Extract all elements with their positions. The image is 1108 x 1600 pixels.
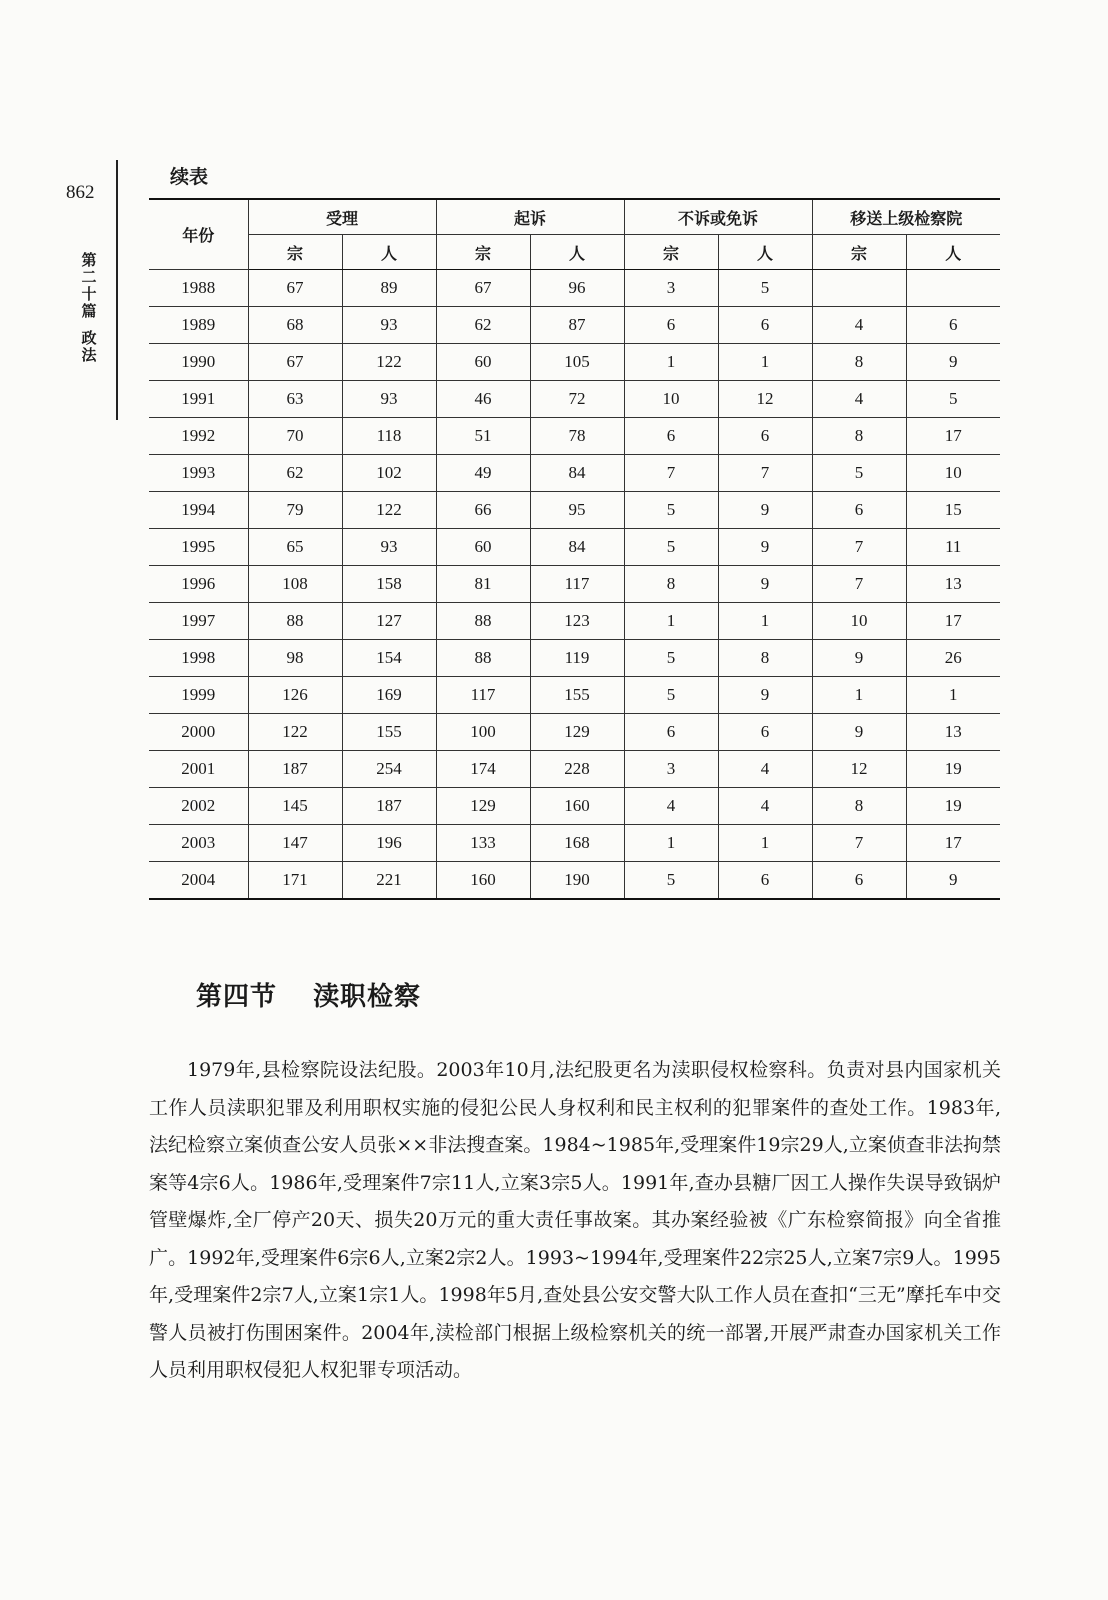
value-cell: 9 <box>812 640 906 677</box>
sub-header: 宗 <box>248 235 342 270</box>
value-cell: 174 <box>436 751 530 788</box>
value-cell: 6 <box>624 418 718 455</box>
value-cell: 155 <box>342 714 436 751</box>
value-cell: 1 <box>906 677 1000 714</box>
value-cell: 62 <box>436 307 530 344</box>
sub-header: 人 <box>530 235 624 270</box>
sub-header: 人 <box>342 235 436 270</box>
value-cell: 17 <box>906 418 1000 455</box>
value-cell: 9 <box>906 862 1000 900</box>
value-cell: 3 <box>624 270 718 307</box>
value-cell: 84 <box>530 529 624 566</box>
value-cell: 254 <box>342 751 436 788</box>
value-cell: 6 <box>812 492 906 529</box>
value-cell: 8 <box>812 788 906 825</box>
value-cell: 9 <box>718 566 812 603</box>
value-cell: 6 <box>718 714 812 751</box>
value-cell: 78 <box>530 418 624 455</box>
value-cell: 88 <box>248 603 342 640</box>
value-cell: 122 <box>342 492 436 529</box>
value-cell: 5 <box>624 862 718 900</box>
value-cell: 126 <box>248 677 342 714</box>
value-cell: 9 <box>812 714 906 751</box>
value-cell: 6 <box>812 862 906 900</box>
part-char: 二 <box>81 268 97 286</box>
value-cell: 60 <box>436 344 530 381</box>
section-number: 第四节 <box>196 982 278 1012</box>
table-row <box>149 714 1000 751</box>
value-cell: 6 <box>718 862 812 900</box>
value-cell: 129 <box>530 714 624 751</box>
year-cell: 2000 <box>149 714 248 751</box>
value-cell: 26 <box>906 640 1000 677</box>
year-header: 年份 <box>149 199 248 270</box>
value-cell: 1 <box>624 344 718 381</box>
value-cell: 72 <box>530 381 624 418</box>
part-char: 篇 <box>81 302 97 320</box>
value-cell: 7 <box>812 825 906 862</box>
value-cell: 12 <box>718 381 812 418</box>
table-row <box>149 603 1000 640</box>
table-row <box>149 492 1000 529</box>
year-cell: 1992 <box>149 418 248 455</box>
value-cell: 67 <box>436 270 530 307</box>
value-cell: 158 <box>342 566 436 603</box>
value-cell: 11 <box>906 529 1000 566</box>
value-cell: 70 <box>248 418 342 455</box>
year-cell: 1991 <box>149 381 248 418</box>
value-cell: 5 <box>624 677 718 714</box>
table-row <box>149 455 1000 492</box>
value-cell: 66 <box>436 492 530 529</box>
value-cell: 6 <box>718 307 812 344</box>
table-row <box>149 344 1000 381</box>
value-cell: 1 <box>812 677 906 714</box>
value-cell: 187 <box>342 788 436 825</box>
value-cell: 98 <box>248 640 342 677</box>
value-cell: 168 <box>530 825 624 862</box>
year-cell: 1998 <box>149 640 248 677</box>
value-cell: 108 <box>248 566 342 603</box>
value-cell: 8 <box>624 566 718 603</box>
value-cell: 6 <box>624 307 718 344</box>
value-cell: 9 <box>718 677 812 714</box>
year-cell: 1999 <box>149 677 248 714</box>
year-cell: 1990 <box>149 344 248 381</box>
value-cell: 19 <box>906 751 1000 788</box>
sub-header-row <box>149 235 1000 270</box>
year-cell: 1988 <box>149 270 248 307</box>
value-cell: 3 <box>624 751 718 788</box>
value-cell: 196 <box>342 825 436 862</box>
value-cell: 102 <box>342 455 436 492</box>
value-cell: 5 <box>624 640 718 677</box>
value-cell: 122 <box>342 344 436 381</box>
value-cell: 88 <box>436 640 530 677</box>
value-cell: 88 <box>436 603 530 640</box>
value-cell: 84 <box>530 455 624 492</box>
body-paragraph: 1979年,县检察院设法纪股。2003年10月,法纪股更名为渎职侵权检察科。负责对县内国家机关工作人员渎职犯罪及利用职权实施的侵犯公民人身权利和民主权利的犯罪案件的查处工作。1983年,法纪检察立案侦查公安人员张××非法搜查案。1984~1985年,受理案件19宗29人,立案侦查非法拘禁案等4宗6人。1986年,受理案件7宗11人,立案3宗5人。1991年,查办县糖厂因工人操作失误导致锅炉管壁爆炸,全厂停产20天、损失20万元的重大责任事故案。其办案经验被《广东检察简报》向全省推广。1992年,受理案件6宗6人,立案2宗2人。1993~1994年,受理案件22宗25人,立案7宗9人。1995年,受理案件2宗7人,立案1宗1人。1998年5月,查处县公安交警大队工作人员在查扣“三无”摩托车中交警人员被打伤围困案件。2004年,渎检部门根据上级检察机关的统一部署,开展严肃查办国家机关工作人员利用职权侵犯人权犯罪专项活动。 <box>149 1059 1001 1381</box>
running-header <box>78 252 100 364</box>
value-cell: 4 <box>718 788 812 825</box>
value-cell: 68 <box>248 307 342 344</box>
value-cell: 15 <box>906 492 1000 529</box>
value-cell: 10 <box>906 455 1000 492</box>
value-cell: 129 <box>436 788 530 825</box>
value-cell: 96 <box>530 270 624 307</box>
value-cell: 155 <box>530 677 624 714</box>
value-cell: 65 <box>248 529 342 566</box>
value-cell: 127 <box>342 603 436 640</box>
value-cell <box>812 270 906 307</box>
value-cell: 1 <box>718 603 812 640</box>
section-heading <box>196 976 421 1013</box>
value-cell: 1 <box>718 825 812 862</box>
value-cell: 10 <box>812 603 906 640</box>
value-cell: 51 <box>436 418 530 455</box>
value-cell: 117 <box>530 566 624 603</box>
value-cell: 4 <box>812 307 906 344</box>
value-cell: 160 <box>436 862 530 900</box>
value-cell: 49 <box>436 455 530 492</box>
value-cell: 93 <box>342 381 436 418</box>
value-cell: 8 <box>812 344 906 381</box>
table-row <box>149 566 1000 603</box>
value-cell: 17 <box>906 603 1000 640</box>
year-cell: 1995 <box>149 529 248 566</box>
table-caption: 续表 <box>170 166 209 188</box>
value-cell: 13 <box>906 714 1000 751</box>
value-cell: 46 <box>436 381 530 418</box>
value-cell: 79 <box>248 492 342 529</box>
value-cell: 63 <box>248 381 342 418</box>
table-row <box>149 751 1000 788</box>
margin-rule <box>116 160 118 420</box>
value-cell: 4 <box>812 381 906 418</box>
value-cell: 1 <box>624 825 718 862</box>
year-cell: 1996 <box>149 566 248 603</box>
value-cell: 118 <box>342 418 436 455</box>
value-cell: 119 <box>530 640 624 677</box>
value-cell: 190 <box>530 862 624 900</box>
part-char: 十 <box>81 285 97 303</box>
value-cell: 5 <box>812 455 906 492</box>
value-cell: 123 <box>530 603 624 640</box>
value-cell: 4 <box>624 788 718 825</box>
group-header-row <box>149 199 1000 235</box>
table-row <box>149 529 1000 566</box>
value-cell: 1 <box>718 344 812 381</box>
table-row <box>149 677 1000 714</box>
value-cell: 17 <box>906 825 1000 862</box>
value-cell: 169 <box>342 677 436 714</box>
group-header: 受理 <box>248 199 436 235</box>
value-cell: 8 <box>718 640 812 677</box>
year-cell: 2004 <box>149 862 248 900</box>
table-row <box>149 307 1000 344</box>
value-cell: 95 <box>530 492 624 529</box>
sub-header: 宗 <box>436 235 530 270</box>
value-cell: 6 <box>718 418 812 455</box>
table-row <box>149 418 1000 455</box>
value-cell: 100 <box>436 714 530 751</box>
year-cell: 1994 <box>149 492 248 529</box>
value-cell: 1 <box>624 603 718 640</box>
value-cell: 67 <box>248 344 342 381</box>
sub-header: 人 <box>718 235 812 270</box>
statistics-table <box>149 198 1000 900</box>
table-body <box>149 270 1000 900</box>
value-cell: 154 <box>342 640 436 677</box>
value-cell: 228 <box>530 751 624 788</box>
table-row <box>149 862 1000 900</box>
value-cell: 89 <box>342 270 436 307</box>
value-cell: 13 <box>906 566 1000 603</box>
value-cell: 12 <box>812 751 906 788</box>
value-cell: 160 <box>530 788 624 825</box>
value-cell: 5 <box>624 529 718 566</box>
value-cell: 187 <box>248 751 342 788</box>
value-cell: 9 <box>906 344 1000 381</box>
value-cell: 117 <box>436 677 530 714</box>
value-cell: 9 <box>718 492 812 529</box>
sub-header: 人 <box>906 235 1000 270</box>
value-cell: 62 <box>248 455 342 492</box>
year-cell: 2003 <box>149 825 248 862</box>
sub-header: 宗 <box>812 235 906 270</box>
value-cell: 133 <box>436 825 530 862</box>
year-cell: 1993 <box>149 455 248 492</box>
value-cell: 67 <box>248 270 342 307</box>
table-row <box>149 381 1000 418</box>
value-cell: 6 <box>906 307 1000 344</box>
value-cell: 5 <box>718 270 812 307</box>
value-cell: 7 <box>812 529 906 566</box>
year-cell: 1997 <box>149 603 248 640</box>
page-number: 862 <box>66 182 95 203</box>
section-title: 渎职检察 <box>313 982 422 1012</box>
value-cell: 5 <box>906 381 1000 418</box>
value-cell: 9 <box>718 529 812 566</box>
group-header: 不诉或免诉 <box>624 199 812 235</box>
table-row <box>149 788 1000 825</box>
value-cell: 10 <box>624 381 718 418</box>
value-cell: 5 <box>624 492 718 529</box>
value-cell: 6 <box>624 714 718 751</box>
value-cell: 8 <box>812 418 906 455</box>
year-cell: 2001 <box>149 751 248 788</box>
value-cell: 105 <box>530 344 624 381</box>
value-cell: 93 <box>342 307 436 344</box>
part-char: 第 <box>81 251 97 269</box>
part-name-char: 政 <box>81 329 97 347</box>
value-cell: 19 <box>906 788 1000 825</box>
table-row <box>149 640 1000 677</box>
value-cell: 81 <box>436 566 530 603</box>
value-cell: 93 <box>342 529 436 566</box>
value-cell <box>906 270 1000 307</box>
sub-header: 宗 <box>624 235 718 270</box>
value-cell: 171 <box>248 862 342 900</box>
year-cell: 2002 <box>149 788 248 825</box>
value-cell: 4 <box>718 751 812 788</box>
year-cell: 1989 <box>149 307 248 344</box>
value-cell: 7 <box>624 455 718 492</box>
value-cell: 7 <box>812 566 906 603</box>
value-cell: 60 <box>436 529 530 566</box>
part-name-char: 法 <box>81 346 97 364</box>
value-cell: 147 <box>248 825 342 862</box>
value-cell: 221 <box>342 862 436 900</box>
value-cell: 87 <box>530 307 624 344</box>
value-cell: 7 <box>718 455 812 492</box>
group-header: 移送上级检察院 <box>812 199 1000 235</box>
table-row <box>149 825 1000 862</box>
table-row <box>149 270 1000 307</box>
group-header: 起诉 <box>436 199 624 235</box>
value-cell: 145 <box>248 788 342 825</box>
value-cell: 122 <box>248 714 342 751</box>
